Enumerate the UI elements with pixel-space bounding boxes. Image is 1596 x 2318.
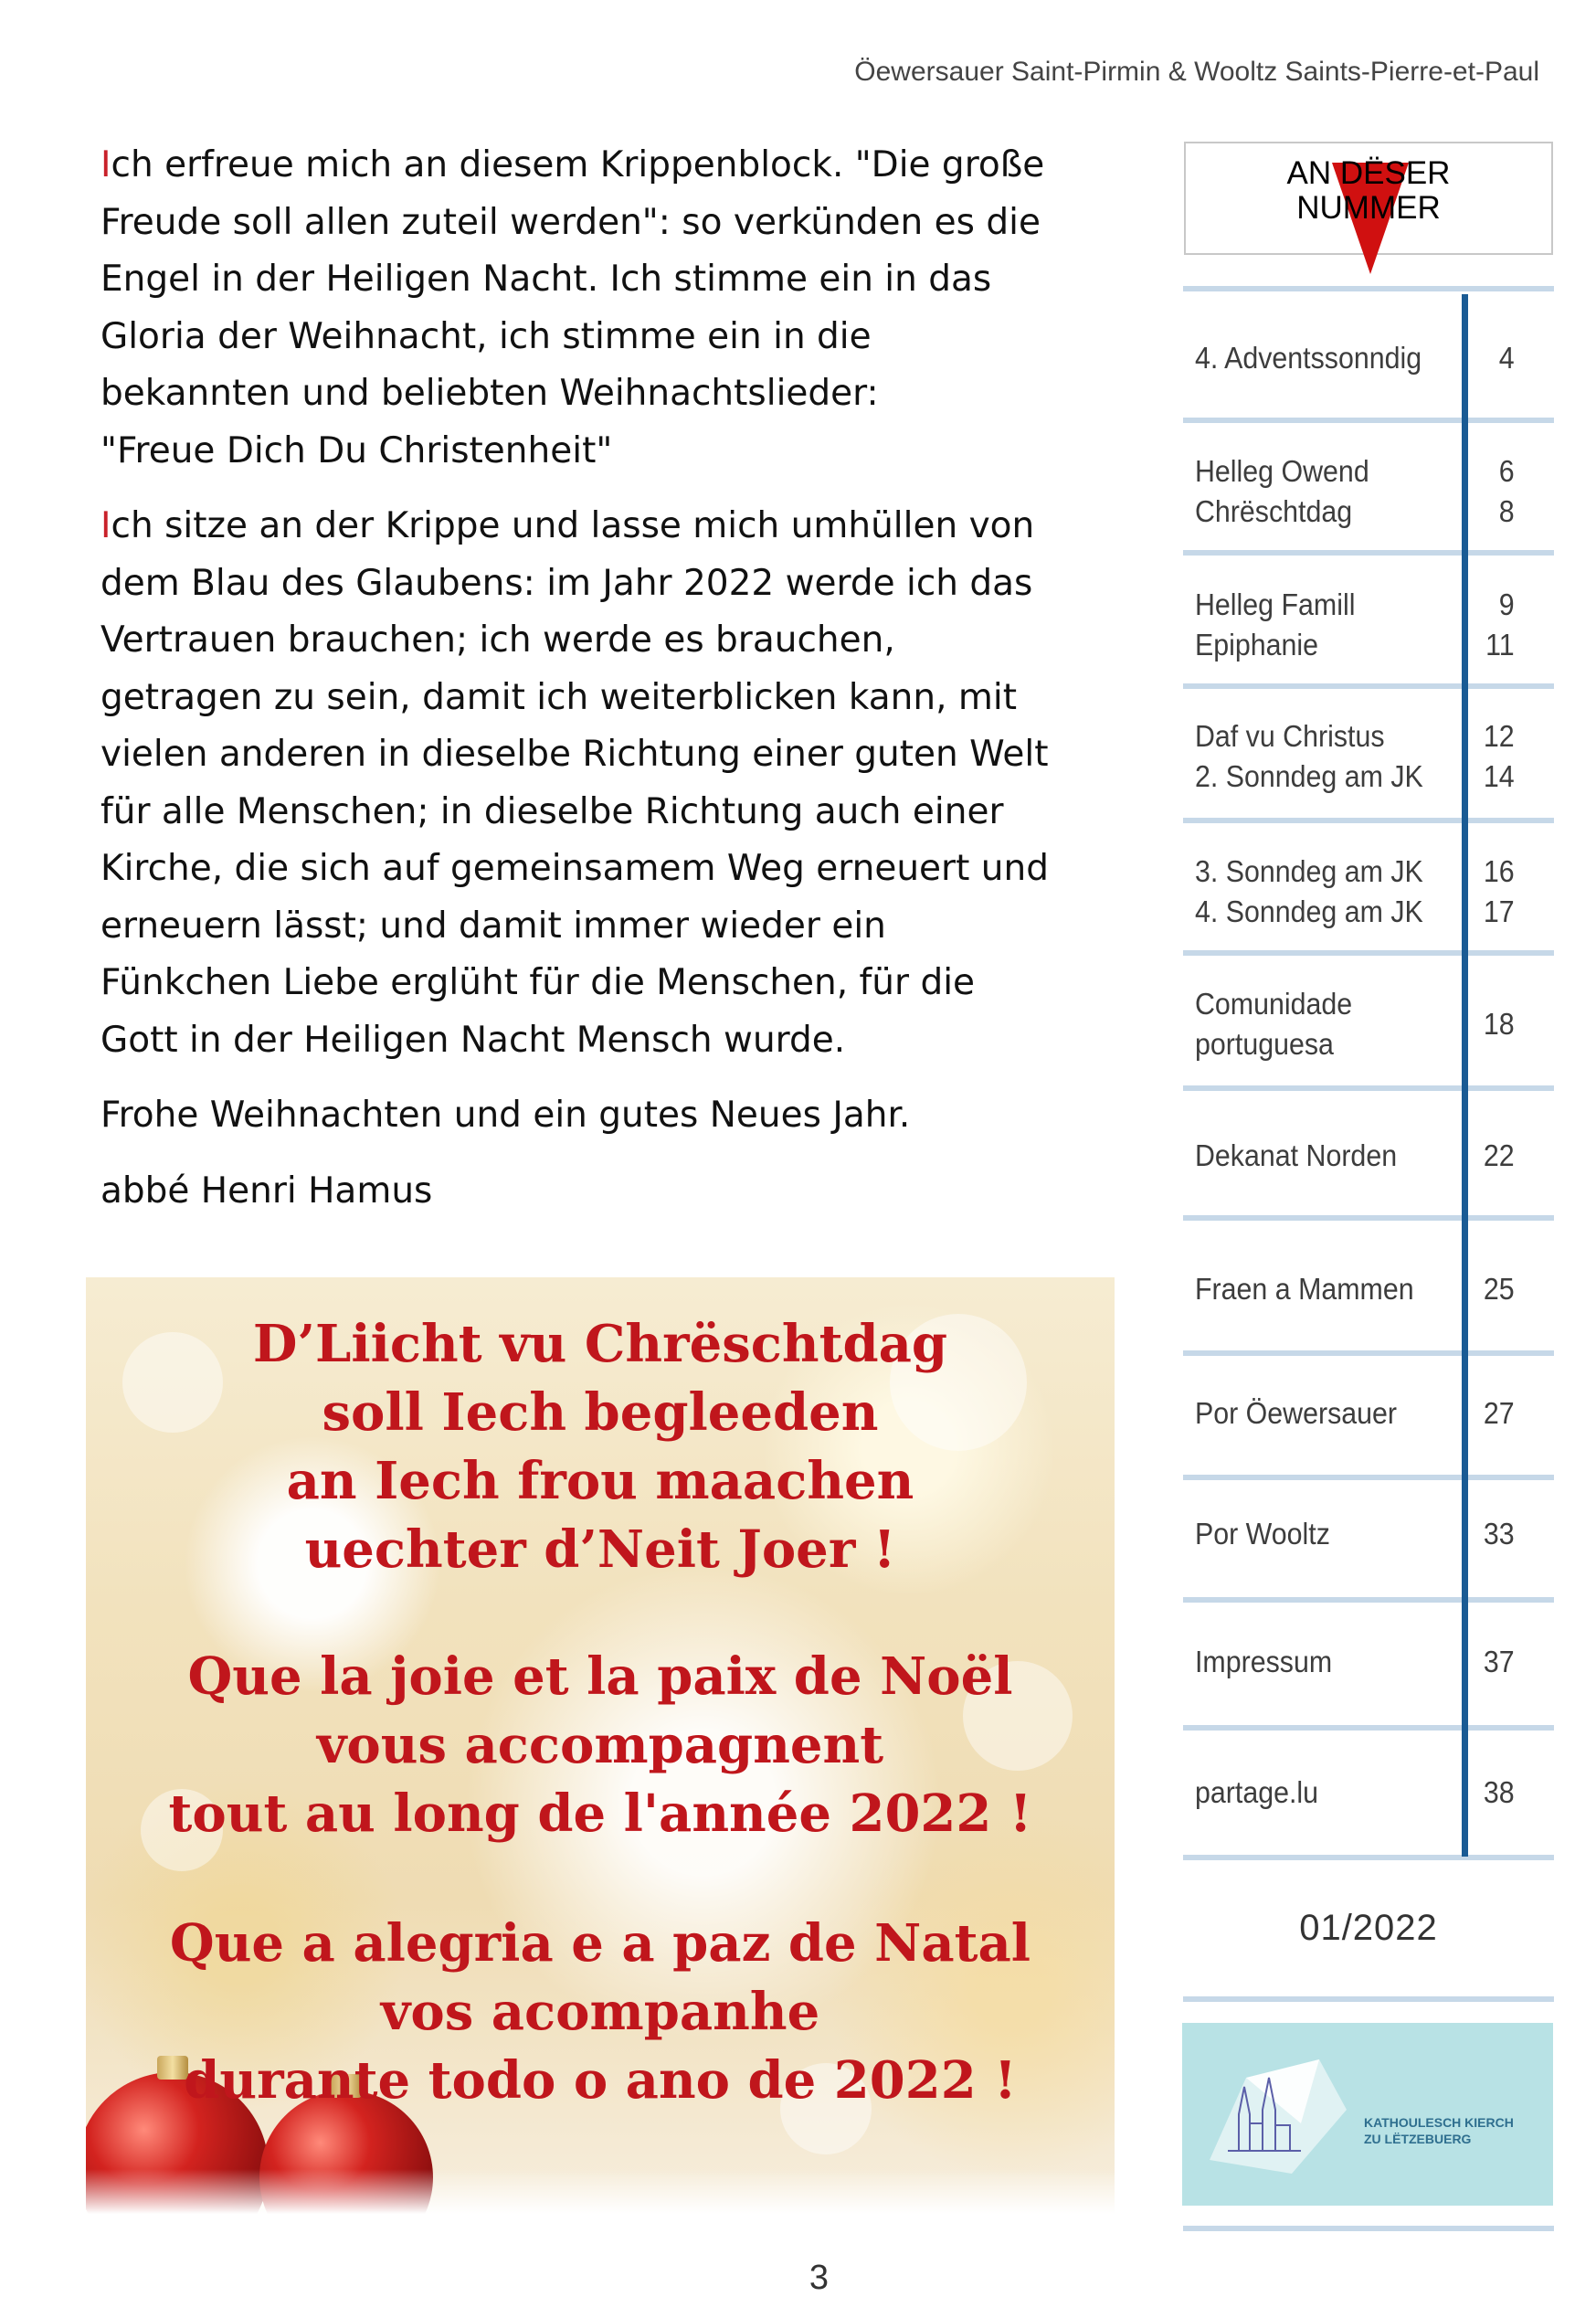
toc-separator: [1183, 683, 1554, 689]
paragraph-line: Freude soll allen zuteil werden": so verkünden es die: [100, 201, 1041, 243]
toc-separator: [1183, 1996, 1554, 2002]
snow-border: [86, 2169, 1115, 2233]
article-body: [100, 137, 1124, 1238]
toc-entry-label: Dekanat Norden: [1195, 1138, 1398, 1172]
paragraph-line: erneuern lässt; und damit immer wieder ein: [100, 905, 886, 947]
toc-separator: [1183, 1085, 1554, 1091]
toc-title: AN DËSER NUMMER: [1286, 155, 1451, 226]
toc-separator: [1183, 1215, 1554, 1221]
toc-separator: [1183, 1597, 1554, 1603]
toc-vertical-rule: [1462, 294, 1468, 1857]
church-logo: [1182, 2023, 1553, 2206]
paragraph-line: Gott in der Heiligen Nacht Mensch wurde.: [100, 1019, 846, 1061]
paragraph-line: Vertrauen brauchen; ich werde es brauchen,: [100, 619, 895, 661]
toc-entry-page: 25: [1483, 1272, 1515, 1306]
toc-entry-page: 12 14: [1483, 719, 1515, 793]
paragraph-line: getragen zu sein, damit ich weiterblicken kann, mit: [100, 676, 1018, 718]
paragraph-line: "Freue Dich Du Christenheit": [100, 429, 613, 471]
toc-separator: [1183, 550, 1554, 556]
paragraph-2: [100, 498, 1124, 1069]
toc-entry-label: Comunidade portuguesa: [1195, 987, 1353, 1061]
greeting-luxembourgish: D’Liicht vu Chrëschtdag soll Iech begleeden an Iech frou maachen uechter d’Neit Joer !: [252, 1314, 948, 1580]
toc-entry-page: 18: [1483, 1007, 1515, 1041]
page-header: Öewersauer Saint-Pirmin & Wooltz Saints-Pierre-et-Paul: [854, 57, 1539, 87]
signature: abbé Henri Hamus: [100, 1170, 433, 1212]
toc-entry-label: Fraen a Mammen: [1195, 1272, 1414, 1306]
christmas-greeting-card: [86, 1277, 1115, 2233]
toc-entry-page: 38: [1483, 1775, 1515, 1809]
logo-text: KATHOULESCH KIERCH ZU LËTZEBUERG: [1364, 2115, 1514, 2146]
paragraph-line: für alle Menschen; in dieselbe Richtung auch einer: [100, 790, 1004, 832]
toc-separator: [1183, 1855, 1554, 1860]
toc-separator: [1183, 1350, 1554, 1356]
greeting: Frohe Weihnachten und ein gutes Neues Jahr.: [100, 1095, 911, 1136]
toc-entry-label: 4. Adventssonndig: [1195, 341, 1422, 375]
toc-separator: [1183, 1475, 1554, 1480]
toc-entry-label: partage.lu: [1195, 1775, 1319, 1809]
paragraph-line: Kirche, die sich auf gemeinsamem Weg erneuert und: [100, 848, 1049, 889]
paragraph-line: Fünkchen Liebe erglüht für die Menschen, für die: [100, 962, 976, 1003]
paragraph-line: Engel in der Heiligen Nacht. Ich stimme ein in das: [100, 259, 992, 300]
page-number: 3: [809, 2259, 830, 2297]
toc-separator: [1183, 2226, 1554, 2231]
toc-entry-page: 27: [1483, 1396, 1515, 1430]
issue-number: 01/2022: [1299, 1908, 1438, 1948]
greeting-portuguese: Que a alegria e a paz de Natal vos acompanhe durante todo o ano de 2022 !: [169, 1913, 1031, 2111]
toc-entry-label: Por Öewersauer: [1195, 1396, 1398, 1430]
toc-entry-label: Impressum: [1195, 1645, 1333, 1678]
toc-separator: [1183, 950, 1554, 956]
paragraph-line: Ich erfreue mich an diesem Krippenblock. "Die große: [100, 144, 1045, 185]
toc-entry-label: Helleg Famill Epiphanie: [1195, 587, 1356, 662]
toc-entry-page: 37: [1483, 1645, 1515, 1678]
toc-entry-page: 4: [1498, 341, 1515, 375]
toc-entry-label: Helleg Owend Chrëschtdag: [1195, 454, 1369, 528]
paragraph-line: bekannten und beliebten Weihnachtslieder:: [100, 373, 879, 414]
drop-cap: I: [100, 144, 111, 185]
toc-entry-label: 3. Sonndeg am JK 4. Sonndeg am JK: [1195, 854, 1423, 928]
toc-separator: [1183, 286, 1554, 291]
toc-entry-page: 22: [1483, 1138, 1515, 1172]
paragraph-line: Gloria der Weihnacht, ich stimme ein in die: [100, 315, 872, 357]
toc-entry-page: 16 17: [1483, 854, 1515, 928]
drop-cap: I: [100, 505, 111, 546]
toc-entry-label: Por Wooltz: [1195, 1517, 1330, 1551]
paragraph-line: Ich sitze an der Krippe und lasse mich umhüllen von: [100, 505, 1035, 546]
greeting-french: Que la joie et la paix de Noël vous accompagnent tout au long de l'année 2022 !: [168, 1646, 1032, 1844]
toc-entry-page: 33: [1483, 1517, 1515, 1551]
toc-entry-page: 9 11: [1485, 587, 1515, 662]
toc-separator: [1183, 818, 1554, 823]
toc-separator: [1183, 418, 1554, 423]
toc-separator: [1183, 1725, 1554, 1731]
paragraph-line: vielen anderen in dieselbe Richtung einer guten Welt: [100, 734, 1049, 775]
paragraph-1: [100, 137, 1124, 480]
toc-entry-page: 6 8: [1498, 454, 1515, 528]
paragraph-line: dem Blau des Glaubens: im Jahr 2022 werde ich das: [100, 562, 1033, 604]
toc-entry-label: Daf vu Christus 2. Sonndeg am JK: [1195, 719, 1423, 793]
